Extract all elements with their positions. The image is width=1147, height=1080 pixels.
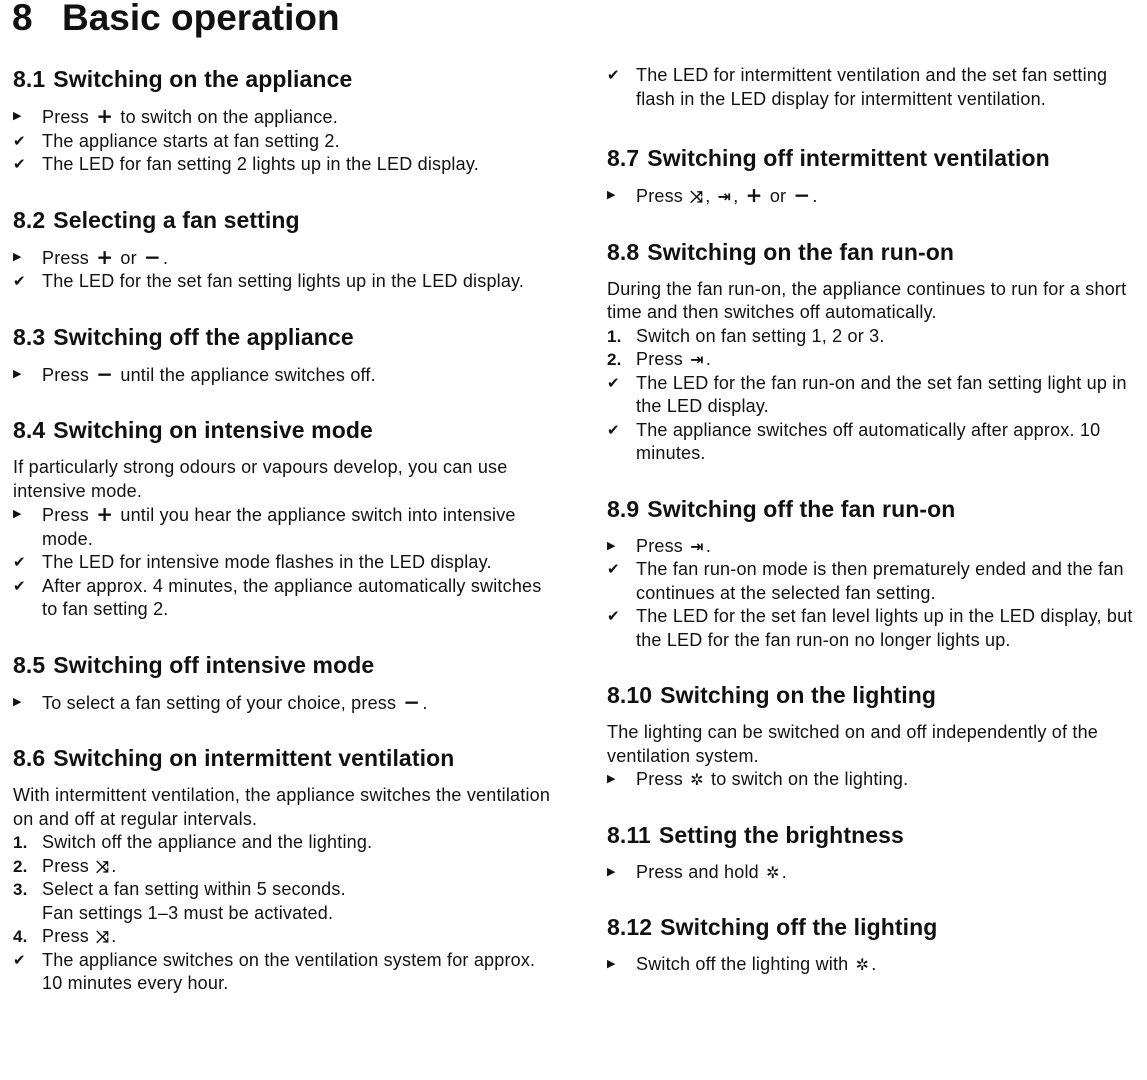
section-title: 8.6 Switching on intermittent ventilation [13, 745, 455, 771]
list-item: ▶ To select a fan setting of your choice, press − . [13, 689, 428, 714]
list-item: ▶ Switch off the lighting with ✲ . [607, 953, 1142, 977]
instruction-list [13, 831, 553, 996]
list-item: ✔ The LED for the fan run-on and the set fan setting light up in the LED display. [607, 372, 1127, 416]
list-item: 1. Switch on fan setting 1, 2 or 3. [607, 325, 1142, 349]
list-item: ✔ The LED for intermittent ventilation and the set fan setting flash in the LED display for intermittent ventilation. [607, 65, 1108, 109]
section-title: 8.10 Switching on the lighting [607, 682, 937, 708]
instruction-list [13, 691, 553, 716]
section-title: 8.1 Switching on the appliance [13, 66, 353, 92]
checkmark-icon: ✔ [13, 951, 26, 969]
section-intro: During the fan run-on, the appliance continues to run for a short time and then switches off automatically. [607, 278, 1127, 322]
checkmark-icon: ✔ [13, 577, 26, 595]
intermittent-ventilation-icon: ⤨ [96, 927, 110, 946]
list-item: ✔ The appliance starts at fan setting 2. [13, 130, 553, 154]
step-number: 2. [607, 350, 622, 369]
run-on-icon: ⇥ [717, 187, 732, 206]
step-number: 3. [13, 880, 28, 899]
section-title: 8.12 Switching off the lighting [607, 914, 938, 940]
checkmark-icon: ✔ [13, 132, 26, 150]
instruction-list [607, 64, 1142, 111]
checkmark-icon: ✔ [607, 608, 620, 625]
light-icon: ✲ [766, 862, 780, 882]
section-8-6 [13, 741, 553, 996]
list-item: ✔ The appliance switches off automatically after approx. 10 minutes. [607, 419, 1101, 463]
step-number: 4. [13, 927, 28, 946]
list-item: ✔ The fan run-on mode is then prematurely ended and the fan continues at the selected fan setting. [607, 559, 1124, 603]
chapter-number: 8 [12, 0, 33, 38]
section-8-4 [13, 413, 553, 622]
instruction-list [13, 503, 553, 622]
run-on-icon: ⇥ [690, 350, 704, 369]
instruction-list [607, 768, 1142, 792]
instruction-list [607, 861, 1142, 885]
list-item: 2. Press ⤨ . [13, 855, 553, 879]
list-item: ✔ After approx. 4 minutes, the appliance automatically switches to fan setting 2. [13, 575, 542, 619]
section-title: 8.8 Switching on the fan run-on [607, 238, 955, 265]
section-8-2 [13, 203, 553, 294]
run-on-icon: ⇥ [690, 536, 704, 556]
section-8-3 [13, 320, 553, 388]
instruction-list [607, 953, 1142, 977]
step-number: 2. [13, 856, 28, 876]
section-title: 8.11 Setting the brightness [607, 821, 904, 848]
left-column [13, 62, 553, 996]
light-icon: ✲ [855, 955, 870, 974]
plus-icon: + [96, 244, 114, 269]
list-item: ✔ The appliance switches on the ventilation system for approx. 10 minutes every hour. [13, 949, 536, 993]
instruction-list [13, 363, 553, 388]
plus-icon: + [96, 502, 114, 526]
section-title: 8.2 Selecting a fan setting [13, 206, 300, 233]
section-title: 8.9 Switching off the fan run-on [607, 495, 956, 522]
minus-icon: − [403, 689, 421, 714]
list-item: ▶ Press + to switch on the appliance. [13, 104, 338, 128]
instruction-list [607, 535, 1142, 653]
section-8-12 [607, 910, 1142, 977]
list-item: ▶ Press ✲ to switch on the lighting. [607, 768, 1142, 792]
minus-icon: − [793, 183, 811, 207]
checkmark-icon: ✔ [607, 421, 620, 439]
section-title: 8.4 Switching on intensive mode [13, 417, 373, 443]
list-item: ▶ Press + until you hear the appliance switch into intensive mode. [13, 502, 516, 549]
section-8-11 [607, 818, 1142, 885]
checkmark-icon: ✔ [607, 561, 620, 578]
minus-icon: − [96, 361, 114, 386]
step-arrow-icon: ▶ [13, 695, 22, 708]
step-arrow-icon: ▶ [13, 508, 22, 520]
minus-icon: − [144, 244, 161, 269]
section-intro: The lighting can be switched on and off independently of the ventilation system. [607, 722, 1099, 766]
checkmark-icon: ✔ [607, 374, 620, 392]
list-item: ▶ Press ⤨ , ⇥ , + or − . [607, 183, 818, 207]
section-title: 8.5 Switching off intensive mode [13, 651, 375, 678]
plus-icon: + [745, 183, 763, 207]
section-intro: With intermittent ventilation, the appliance switches the ventilation on and off at regular intervals. [13, 785, 551, 829]
step-number: 1. [13, 833, 28, 852]
instruction-list [607, 325, 1142, 466]
plus-icon: + [96, 104, 114, 128]
intermittent-ventilation-icon: ⤨ [690, 187, 704, 206]
section-8-7 [607, 141, 1142, 209]
section-title: 8.7 Switching off intermittent ventilation [607, 145, 1050, 171]
section-intro: If particularly strong odours or vapours develop, you can use intensive mode. [13, 457, 508, 501]
section-8-9 [607, 492, 1142, 653]
step-number: 1. [607, 326, 622, 346]
list-item: 4. Press ⤨ . [13, 925, 553, 949]
checkmark-icon: ✔ [13, 273, 26, 290]
list-item: ✔ The LED for intensive mode flashes in the LED display. [13, 551, 553, 575]
step-arrow-icon: ▶ [13, 250, 22, 263]
checkmark-icon: ✔ [13, 156, 26, 173]
intermittent-ventilation-icon: ⤨ [96, 856, 110, 876]
step-arrow-icon: ▶ [607, 865, 616, 878]
list-item: 3. Select a fan setting within 5 seconds. Fan settings 1–3 must be activated. [13, 879, 346, 923]
list-item: ✔ The LED for fan setting 2 lights up in the LED display. [13, 153, 553, 177]
section-8-10 [607, 678, 1142, 792]
step-arrow-icon: ▶ [13, 110, 22, 122]
section-8-1 [13, 62, 553, 177]
list-item: ▶ Press ⇥ . [607, 535, 1142, 559]
step-arrow-icon: ▶ [607, 189, 616, 201]
right-column [607, 64, 1142, 977]
section-8-5 [13, 648, 553, 716]
light-icon: ✲ [690, 770, 704, 789]
instruction-list [13, 105, 553, 177]
chapter-title-text: Basic operation [62, 0, 340, 38]
step-note: Fan settings 1–3 must be activated. [42, 902, 334, 923]
list-item: ▶ Press − until the appliance switches off. [13, 361, 376, 386]
list-item: ▶ Press and hold ✲ . [607, 861, 1142, 885]
step-arrow-icon: ▶ [607, 773, 616, 785]
step-arrow-icon: ▶ [13, 367, 22, 380]
list-item: ✔ The LED for the set fan setting lights up in the LED display. [13, 270, 553, 294]
list-item: ▶ Press + or − . [13, 244, 169, 269]
chapter-title [12, 0, 340, 40]
section-8-8 [607, 235, 1142, 466]
step-arrow-icon: ▶ [607, 958, 616, 970]
list-item: ✔ The LED for the set fan level lights up in the LED display, but the LED for the fan run-on no longer lights up. [607, 606, 1133, 650]
checkmark-icon: ✔ [13, 554, 26, 571]
step-arrow-icon: ▶ [607, 539, 616, 552]
instruction-list [607, 184, 1142, 209]
list-item: 2. Press ⇥ . [607, 348, 1142, 372]
checkmark-icon: ✔ [607, 67, 620, 84]
list-item: 1. Switch off the appliance and the lighting. [13, 831, 553, 855]
section-title: 8.3 Switching off the appliance [13, 323, 354, 350]
instruction-list [13, 246, 553, 294]
